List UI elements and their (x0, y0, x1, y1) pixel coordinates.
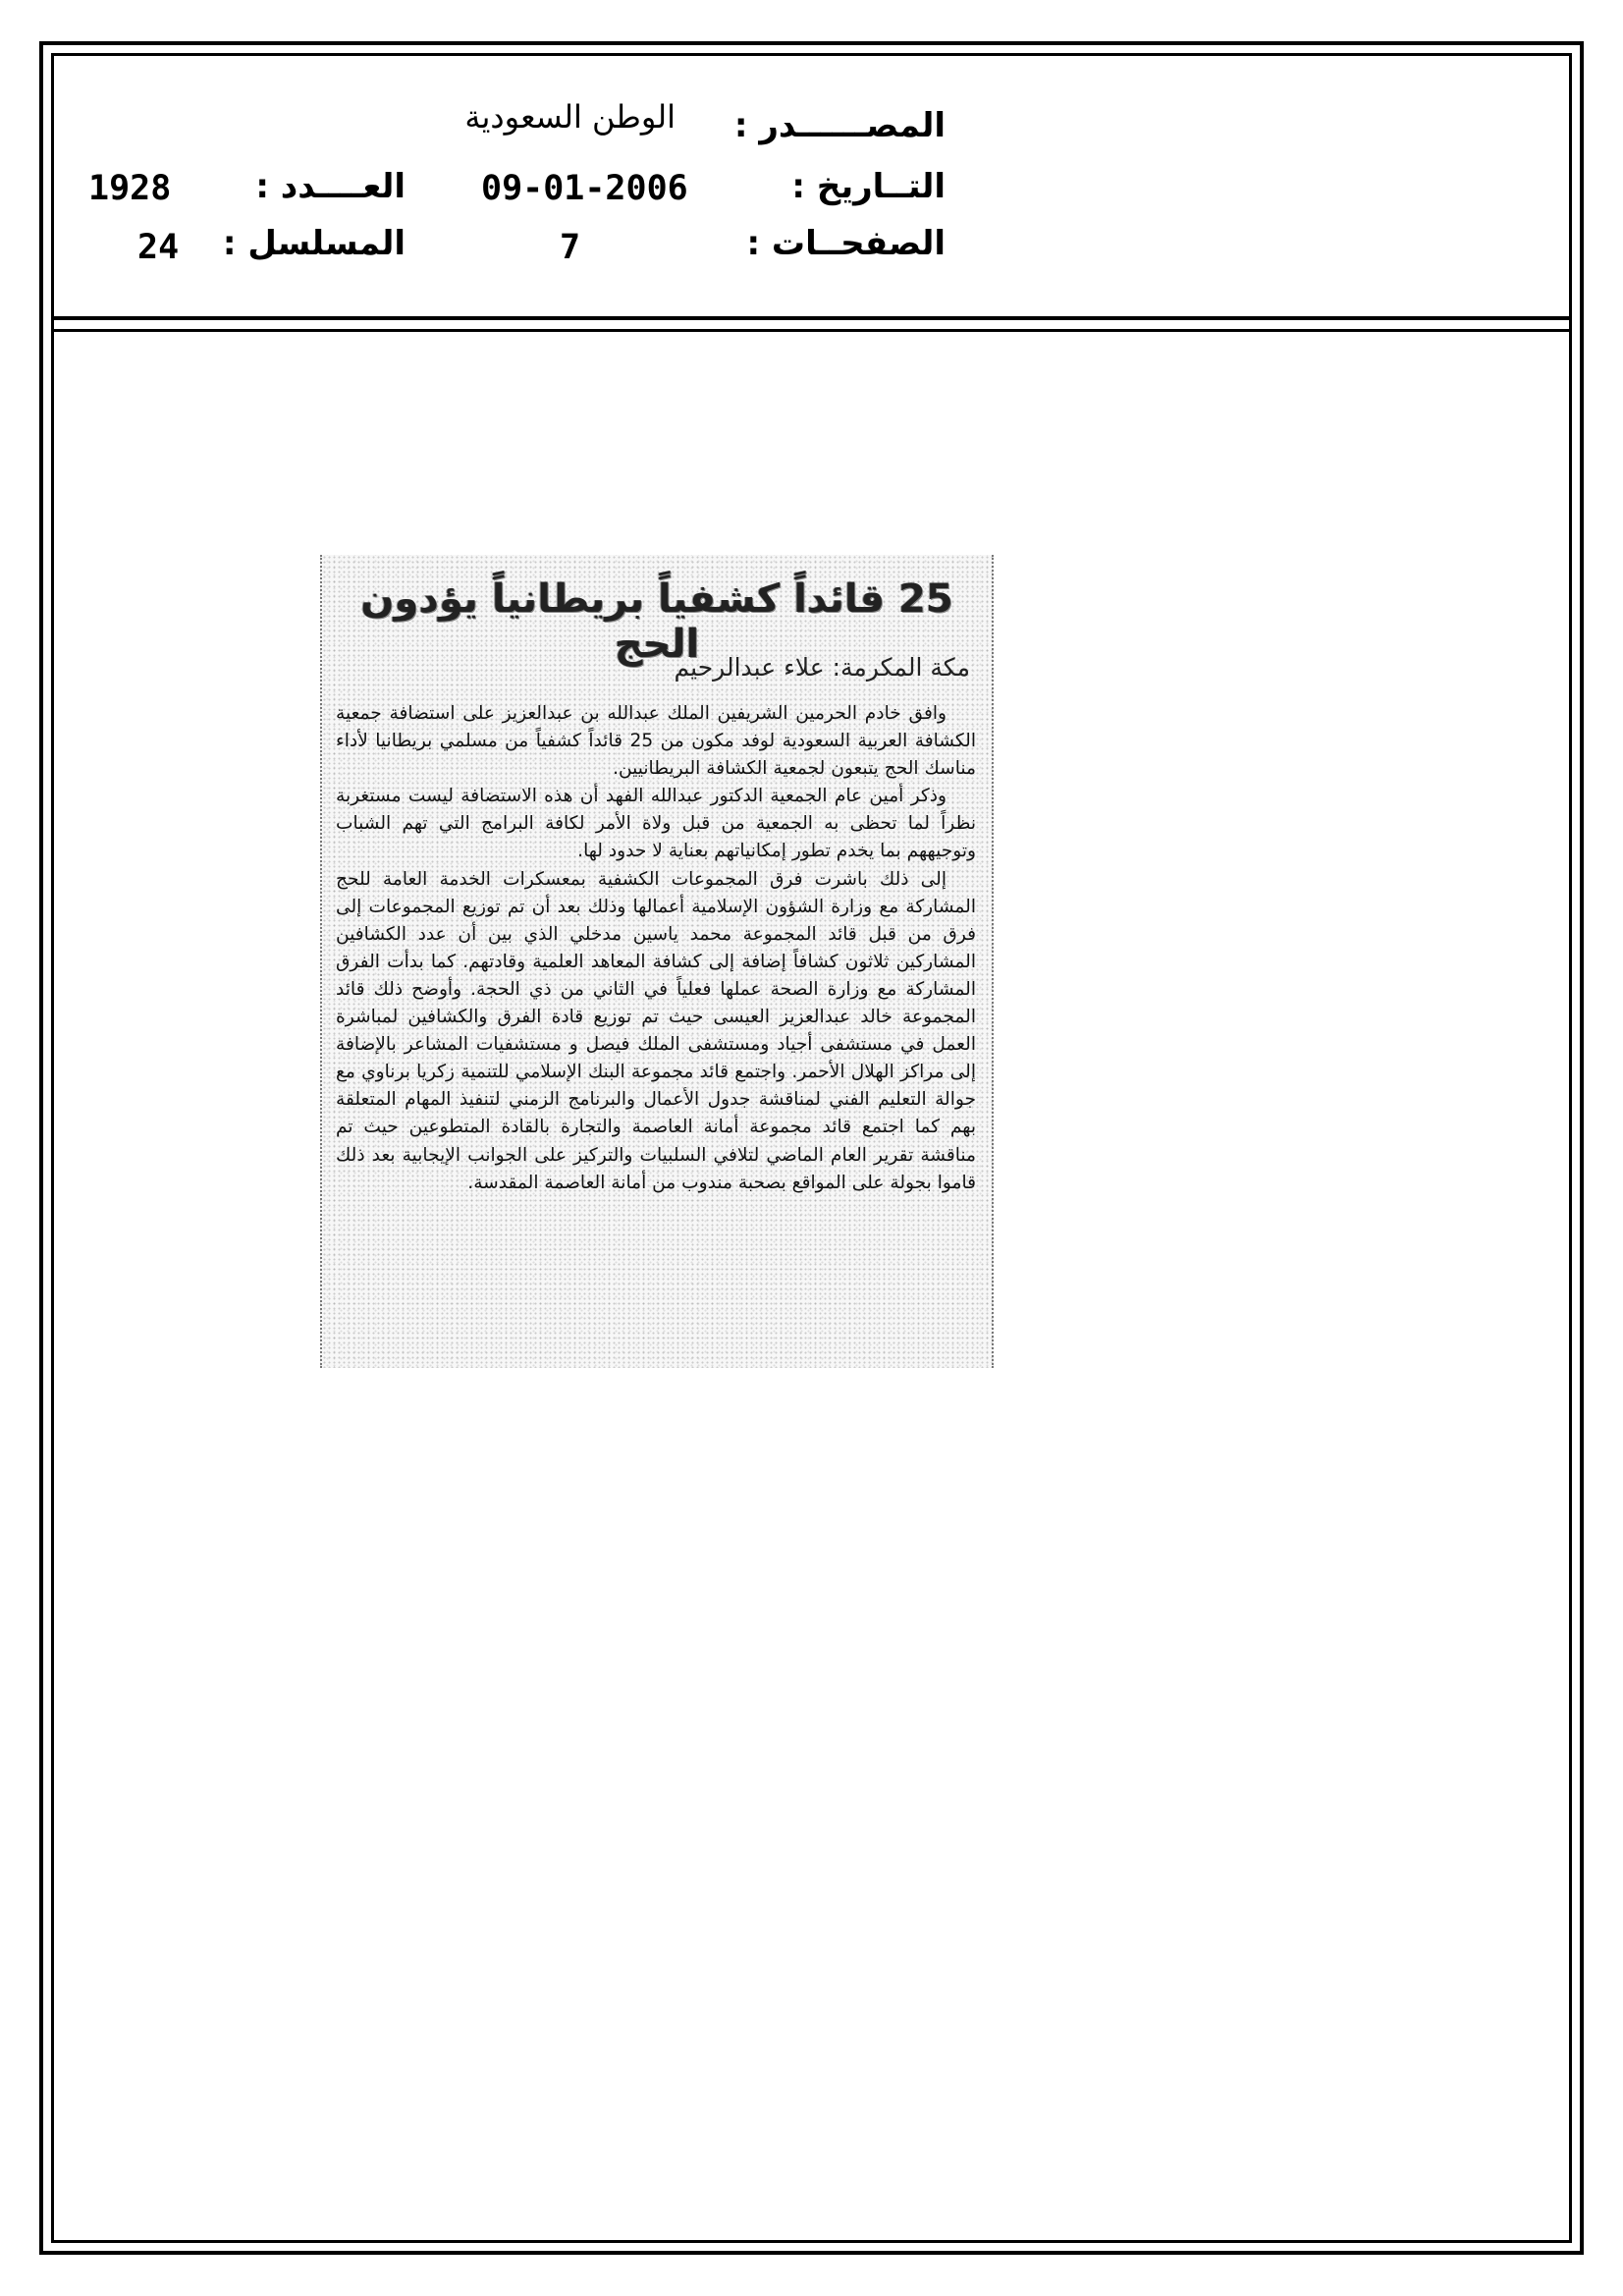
article-title: 25 قائداً كشفياً بريطانياً يؤدون الحج (360, 576, 953, 667)
article-paragraph: إلى ذلك باشرت فرق المجموعات الكشفية بمعسكرات الخدمة العامة للحج المشاركة مع وزارة الشؤون الإسلامية أعمالها وذلك بعد أن تم توزيع المجموعات إلى فرق من قبل قائد المجموعة محمد ياسين مدخلي الذي بين أن عدد الكشافين المشاركين ثلاثون كشافاً إضافة إلى كشافة المعاهد العلمية وقادتهم. كما بدأت الفرق المشاركة مع وزارة الصحة عملها فعلياً في الثاني من ذي الحجة. وأوضح ذلك قائد المجموعة خالد عبدالعزيز العيسى حيث تم توزيع قادة الفرق والكشافين لمباشرة العمل في مستشفى أجياد ومستشفى الملك فيصل و مستشفيات المشاعر بالإضافة إلى مراكز الهلال الأحمر. واجتمع قائد مجموعة البنك الإسلامي للتنمية زكريا برناوي مع جوالة التعليم الفني لمناقشة جدول الأعمال والبرنامج الزمني لتنفيذ المهام المتعلقة بهم كما اجتمع قائد مجموعة أمانة العاصمة والتجارة بالقادة المتطوعين حيث تم مناقشة تقرير العام الماضي لتلافي السلبيات والتركيز على الجوانب الإيجابية بعد ذلك قاموا بجولة على المواقع بصحبة مندوب من أمانة العاصمة المقدسة. (336, 868, 976, 1193)
pages-label: الصفحــات : (746, 224, 946, 263)
article-paragraph: وافق خادم الحرمين الشريفين الملك عبدالله بن عبدالعزيز على استضافة جمعية الكشافة العربية السعودية لوفد مكون من 25 قائداً كشفياً من مسلمي بريطانيا لأداء مناسك الحج يتبعون لجمعية الكشافة البريطانيين. (336, 703, 976, 780)
newspaper-clipping (320, 555, 994, 1368)
date-label: التــاريخ : (791, 167, 946, 206)
header-separator-bottom (51, 329, 1572, 332)
serial-value: 24 (137, 228, 180, 267)
pages-value: 7 (560, 228, 581, 267)
article-body (336, 700, 976, 1197)
source-label: المصــــــدر : (733, 106, 946, 145)
issue-value: 1928 (88, 169, 172, 208)
source-value: الوطن السعودية (464, 98, 676, 136)
article-byline: مكة المكرمة: علاء عبدالرحيم (674, 653, 970, 682)
serial-label: المسلسل : (222, 224, 406, 263)
date-value: 09-01-2006 (481, 169, 688, 208)
header-separator-top (51, 316, 1572, 320)
issue-label: العــــدد : (255, 167, 406, 206)
article-paragraph: وذكر أمين عام الجمعية الدكتور عبدالله الفهد أن هذه الاستضافة ليست مستغربة نظراً لما تحظى به الجمعية من قبل ولاة الأمر لكافة البرامج التي تهم الشباب وتوجيههم بما يخدم تطور إمكانياتهم بعناية لا حدود لها. (336, 786, 976, 862)
